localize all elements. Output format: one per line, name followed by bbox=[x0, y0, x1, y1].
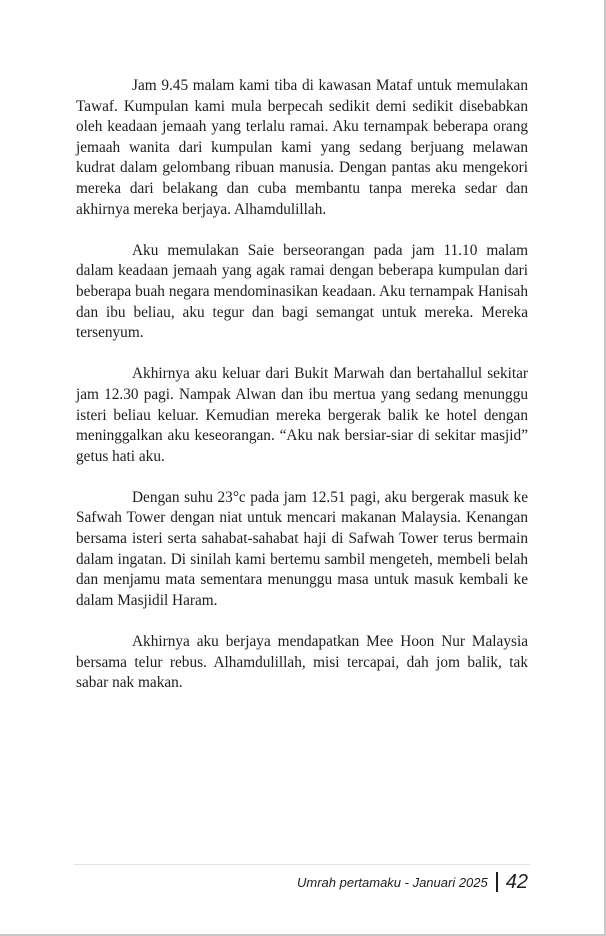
footer-divider bbox=[74, 864, 530, 865]
paragraph-mee-hoon: Akhirnya aku berjaya mendapatkan Mee Hoon Nur Malaysia bersama telur rebus. Alhamdulillah, misi tercapai, dah jom balik, tak sabar nak makan. bbox=[76, 633, 528, 692]
footer-book-title: Umrah pertamaku - Januari 2025 bbox=[296, 874, 488, 890]
page-number: 42 bbox=[505, 870, 528, 893]
paragraph-saie: Aku memulakan Saie berseorangan pada jam 11.10 malam dalam keadaan jemaah yang agak ramai dengan beberapa kumpulan dari beberapa buah negara mendominasikan keadaan. Aku ternampak Hanisah dan ibu beliau, aku tegur dan bagi semangat untuk mereka. Mereka tersenyum. bbox=[76, 241, 528, 342]
footer-separator bbox=[496, 872, 498, 892]
paragraph-bukit-marwah: Akhirnya aku keluar dari Bukit Marwah dan bertahallul sekitar jam 12.30 pagi. Nampak Alwan dan ibu mertua yang sedang menunggu isteri beliau keluar. Kemudian mereka bergerak balik ke hotel dengan meninggalkan aku keseorangan. “Aku nak bersiar-siar di sekitar masjid” getus hati aku. bbox=[76, 365, 528, 465]
paragraph-safwah-tower: Dengan suhu 23°c pada jam 12.51 pagi, aku bergerak masuk ke Safwah Tower dengan niat untuk mencari makanan Malaysia. Kenangan bersama isteri serta sahabat-sahabat haji di Safwah Tower terus bermain dalam ingatan. Di sinilah kami bertemu sambil mengeteh, membeli belah dan menjamu mata sementara menunggu masa untuk masuk kembali ke dalam Masjidil Haram. bbox=[76, 488, 528, 609]
body-text bbox=[76, 76, 528, 714]
paragraph-mataf-tawaf: Jam 9.45 malam kami tiba di kawasan Mataf untuk memulakan Tawaf. Kumpulan kami mula berpecah sedikit demi sedikit disebabkan oleh keadaan jemaah yang terlalu ramai. Aku ternampak beberapa orang jemaah wanita dari kumpulan kami yang sedang berjuang melawan kudrat dalam gelombang ribuan manusia. Dengan pantas aku mengekori mereka dari belakang dan cuba membantu tanpa mereka sedar dan akhirnya mereka berjaya. Alhamdulillah. bbox=[76, 77, 528, 218]
page-footer bbox=[297, 870, 528, 894]
